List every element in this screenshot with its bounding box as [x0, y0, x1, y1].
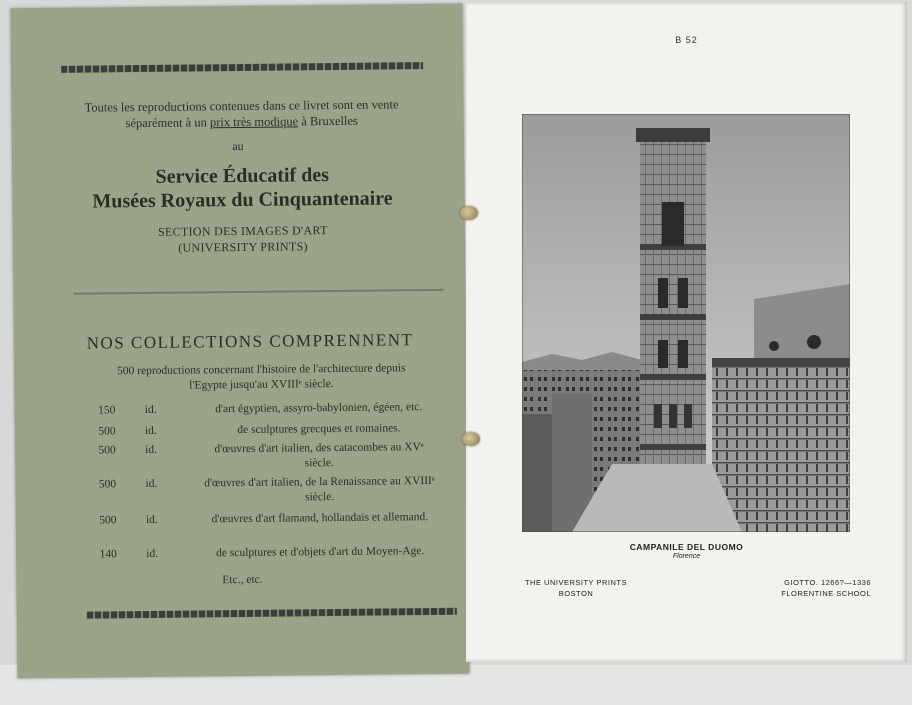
collection-id: id. [145, 513, 158, 526]
campanile-photo [522, 114, 850, 532]
title-line-1: Service Éducatif des [155, 164, 330, 188]
intro-line-1: Toutes les reproductions contenues dans ce livret sont en vente [84, 97, 399, 115]
collection-row [87, 400, 437, 417]
caption-subtitle: Florence [672, 553, 701, 560]
collection-row [88, 510, 438, 527]
collection-desc: de sculptures grecques et romaines. [237, 422, 401, 437]
decorative-band-bottom [87, 608, 457, 619]
au-text: au [232, 138, 244, 154]
collection-desc: d'art égyptien, assyro-babylonien, égéen, etc. [215, 401, 423, 416]
collection-row [87, 440, 437, 470]
collection-desc: d'œuvres d'art flamand, hollandais et allemand. [211, 511, 429, 526]
collection-count: 500 [98, 478, 117, 491]
left-page [11, 4, 470, 679]
collection-id: id. [146, 547, 159, 560]
etc-text: Etc., etc. [222, 573, 263, 587]
collection-row [87, 421, 437, 438]
collection-id: id. [144, 403, 157, 417]
collection-count: 150 [98, 404, 116, 417]
decorative-band-top [61, 62, 423, 73]
photo-caption [466, 542, 907, 560]
collection-id: id. [145, 443, 158, 456]
artist-credit: GIOTTO. 1266?—1336 FLORENTINE SCHOOL [781, 578, 871, 598]
right-page [466, 2, 907, 662]
collection-id: id. [145, 477, 158, 490]
collection-row [87, 474, 437, 504]
collection-desc: de sculptures et d'objets d'art du Moyen-Age. [216, 545, 425, 560]
caption-title: CAMPANILE DEL DUOMO [629, 542, 744, 552]
collection-architecture: 500 reproductions concernant l'histoire de l'architecture depuis l'Egypte jusqu'au XVIIIᵉ siècle. [117, 362, 406, 392]
publisher-credit: THE UNIVERSITY PRINTS BOSTON [524, 578, 628, 598]
intro-line-2: séparément à un prix très modique à Bruxelles [125, 113, 358, 131]
service-title [72, 162, 412, 214]
section-heading [73, 221, 413, 257]
binding-string-knot [460, 206, 478, 220]
price-underlined: prix très modique [209, 114, 299, 130]
title-line-2: Musées Royaux du Cinquantenaire [92, 187, 393, 213]
collection-desc: d'œuvres d'art italien, de la Renaissance au XVIIIᵉ siècle. [204, 474, 435, 504]
intro-text [51, 96, 431, 132]
collection-desc: d'œuvres d'art italien, des catacombes au XVᵉ siècle. [214, 441, 424, 470]
section-line-1: SECTION DES IMAGES D'ART [157, 223, 328, 239]
collection-id: id. [144, 424, 157, 438]
collection-row [88, 544, 438, 561]
page-number: B 52 [675, 35, 698, 45]
collection-count: 500 [98, 444, 116, 457]
section-line-2: (UNIVERSITY PRINTS) [178, 239, 308, 255]
collection-count: 140 [99, 548, 117, 561]
collection-count: 500 [99, 514, 117, 527]
collections-heading: NOS COLLECTIONS COMPRENNENT [86, 330, 414, 353]
binding-string-knot [462, 432, 480, 446]
horizontal-rule [73, 289, 443, 295]
collection-count: 500 [98, 425, 116, 438]
